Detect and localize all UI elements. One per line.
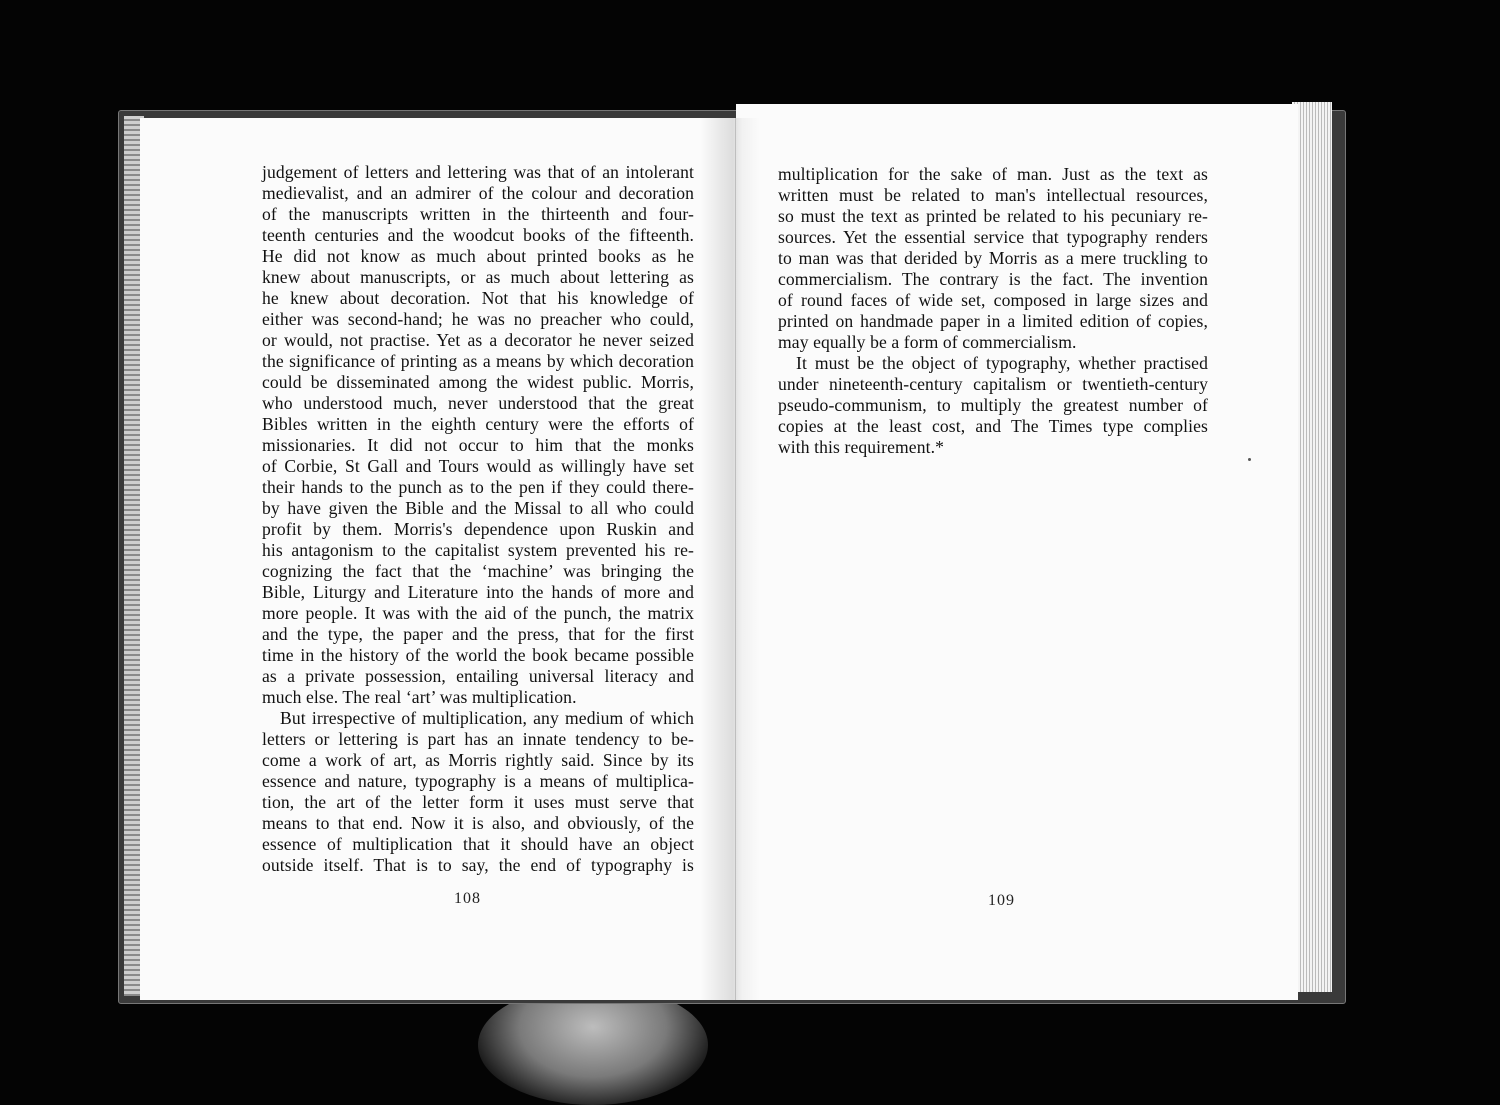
page-edges-right bbox=[1292, 102, 1332, 992]
text-line: the significance of printing as a means by which decoration bbox=[262, 351, 694, 371]
text-line: essence and nature, typography is a means of multiplica- bbox=[262, 771, 694, 791]
text-line: come a work of art, as Morris rightly said. Since by its bbox=[262, 750, 694, 770]
text-line: of the manuscripts written in the thirteenth and four- bbox=[262, 204, 694, 224]
text-line: time in the history of the world the book became possible bbox=[262, 645, 694, 665]
text-line: But irrespective of multiplication, any medium of which bbox=[280, 708, 694, 728]
text-line: much else. The real ‘art’ was multiplication. bbox=[262, 687, 577, 707]
text-line: teenth centuries and the woodcut books of the fifteenth. bbox=[262, 225, 694, 245]
left-page bbox=[140, 118, 736, 1000]
text-line: Bibles written in the eighth century were the efforts of bbox=[262, 414, 694, 434]
text-line: commercialism. The contrary is the fact. The invention bbox=[778, 269, 1208, 289]
text-line: cognizing the fact that the ‘machine’ was bringing the bbox=[262, 561, 694, 581]
text-line: his antagonism to the capitalist system prevented his re- bbox=[262, 540, 694, 560]
left-page-text bbox=[262, 162, 694, 876]
text-line: copies at the least cost, and The Times type complies bbox=[778, 416, 1208, 436]
text-line: essence of multiplication that it should have an object bbox=[262, 834, 694, 854]
text-line: medievalist, and an admirer of the colour and decoration bbox=[262, 183, 694, 203]
text-line: and the type, the paper and the press, that for the first bbox=[262, 624, 694, 644]
text-line: It must be the object of typography, whether practised bbox=[796, 353, 1208, 373]
text-line: letters or lettering is part has an innate tendency to be- bbox=[262, 729, 694, 749]
text-line: missionaries. It did not occur to him that the monks bbox=[262, 435, 694, 455]
text-line: sources. Yet the essential service that typography renders bbox=[778, 227, 1208, 247]
text-line: he knew about decoration. Not that his knowledge of bbox=[262, 288, 694, 308]
text-line: written must be related to man's intellectual resources, bbox=[778, 185, 1208, 205]
text-line: printed on handmade paper in a limited edition of copies, bbox=[778, 311, 1208, 331]
text-line: multiplication for the sake of man. Just as the text as bbox=[778, 164, 1208, 184]
text-line: He did not know as much about printed books as he bbox=[262, 246, 694, 266]
text-line: Bible, Liturgy and Literature into the hands of more and bbox=[262, 582, 694, 602]
text-line: could be disseminated among the widest public. Morris, bbox=[262, 372, 694, 392]
text-line: who understood much, never understood that the great bbox=[262, 393, 694, 413]
text-line: by have given the Bible and the Missal to all who could bbox=[262, 498, 694, 518]
text-line: pseudo-communism, to multiply the greatest number of bbox=[778, 395, 1208, 415]
text-line: tion, the art of the letter form it uses must serve that bbox=[262, 792, 694, 812]
right-page-text bbox=[778, 164, 1208, 458]
text-line: more people. It was with the aid of the punch, the matrix bbox=[262, 603, 694, 623]
text-line: either was second-hand; he was no preacher who could, bbox=[262, 309, 694, 329]
text-line: their hands to the punch as to the pen if they could there- bbox=[262, 477, 694, 497]
dust-speck bbox=[1248, 458, 1251, 461]
text-line: means to that end. Now it is also, and obviously, of the bbox=[262, 813, 694, 833]
page-number-right: 109 bbox=[988, 892, 1015, 909]
right-page bbox=[736, 104, 1298, 1000]
text-line: or would, not practise. Yet as a decorator he never seized bbox=[262, 330, 694, 350]
text-line: profit by them. Morris's dependence upon Ruskin and bbox=[262, 519, 694, 539]
text-line: to man was that derided by Morris as a mere truckling to bbox=[778, 248, 1208, 268]
text-line: under nineteenth-century capitalism or twentieth-century bbox=[778, 374, 1208, 394]
text-line: judgement of letters and lettering was that of an intolerant bbox=[262, 162, 694, 182]
text-line: of Corbie, St Gall and Tours would as willingly have set bbox=[262, 456, 694, 476]
text-line: knew about manuscripts, or as much about lettering as bbox=[262, 267, 694, 287]
text-line: so must the text as printed be related to his pecuniary re- bbox=[778, 206, 1208, 226]
text-line: may equally be a form of commercialism. bbox=[778, 332, 1077, 352]
book-gutter-shadow bbox=[700, 118, 760, 1000]
text-line: as a private possession, entailing universal literacy and bbox=[262, 666, 694, 686]
text-line: outside itself. That is to say, the end of typography is bbox=[262, 855, 694, 875]
text-line: of round faces of wide set, composed in large sizes and bbox=[778, 290, 1208, 310]
page-number-left: 108 bbox=[454, 890, 481, 907]
text-line: with this requirement.* bbox=[778, 437, 944, 457]
